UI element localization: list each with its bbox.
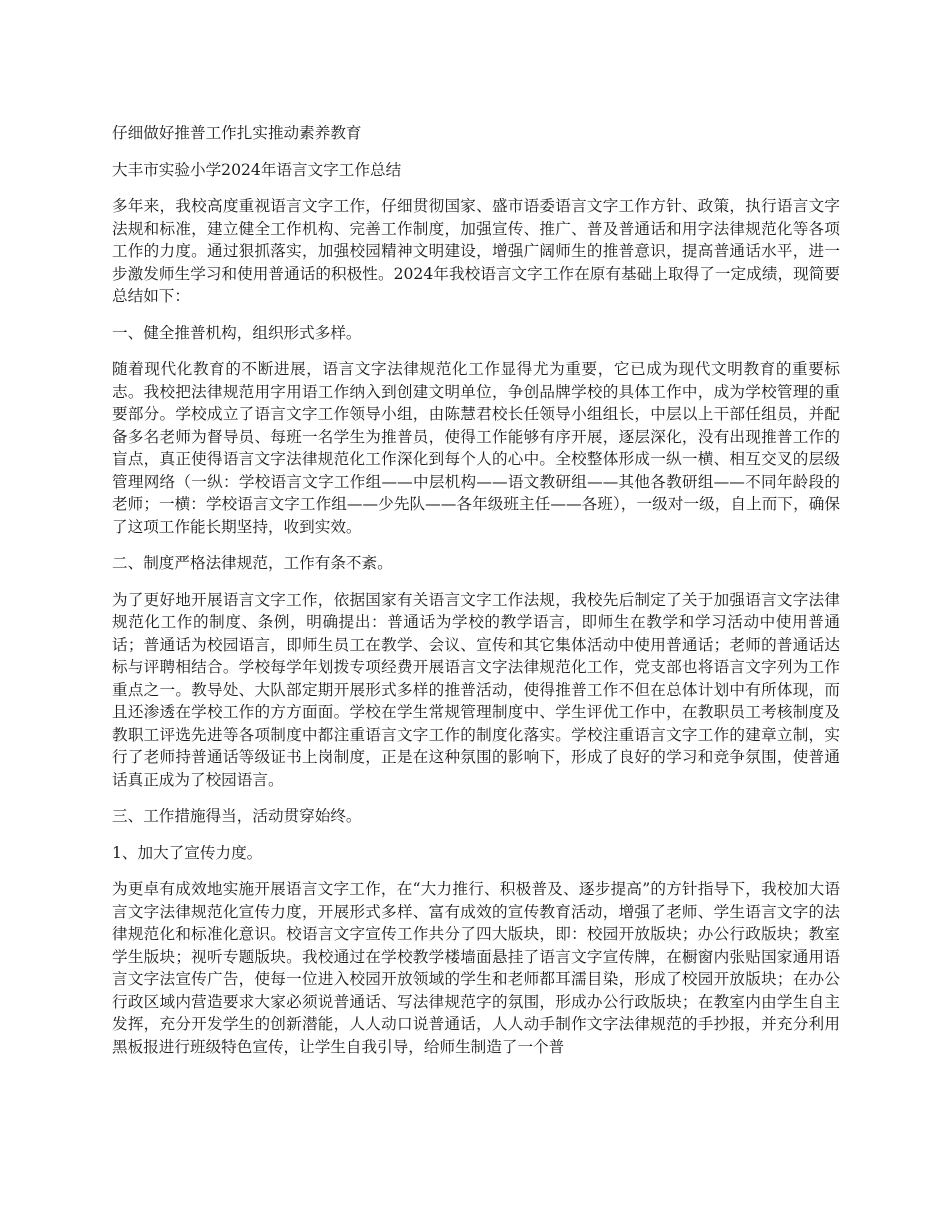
document-page <box>112 122 840 1072</box>
paragraph-intro: 多年来，我校高度重视语言文字工作，仔细贯彻国家、盛市语委语言文字工作方针、政策，执行语言文字法规和标准，建立健全工作机构、完善工作制度，加强宣传、推广、普及普通话和用字法律规范化等各项工作的力度。通过狠抓落实，加强校园精神文明建设，增强广阔师生的推普意识，提高普通话水平，进一步激发师生学习和使用普通话的积极性。2024年我校语言文字工作在原有基础上取得了一定成绩，现简要总结如下： <box>112 197 840 305</box>
section-heading-1: 一、健全推普机构，组织形式多样。 <box>112 323 362 342</box>
paragraph-section-3-1: 为更卓有成效地实施开展语言文字工作，在“大力推行、积极普及、逐步提高”的方针指导下，我校加大语言文字法律规范化宣传力度，开展形式多样、富有成效的宣传教育活动，增强了老师、学生语言文字的法律规范化和标准化意识。校语言文字宣传工作共分了四大版块，即：校园开放版块；办公行政版块；教室学生版块；视听专题版块。我校通过在学校教学楼墙面悬挂了语言文字宣传牌，在橱窗内张贴国家通用语言文字法宣传广告，使每一位进入校园开放领域的学生和老师都耳濡目染，形成了校园开放版块；在办公行政区域内营造要求大家必须说普通话、写法律规范字的氛围，形成办公行政版块；在教室内由学生自主发挥，充分开发学生的创新潜能，人人动口说普通话，人人动手制作文字法律规范的手抄报，并充分利用黑板报进行班级特色宣传，让学生自我引导，给师生制造了一个普 <box>112 880 840 1056</box>
paragraph-section-2: 为了更好地开展语言文字工作，依据国家有关语言文字工作法规，我校先后制定了关于加强语言文字法律规范化工作的制度、条例，明确提出：普通话为学校的教学语言，即师生在教学和学习活动中使用普通话；普通话为校园语言，即师生员工在教学、会议、宣传和其它集体活动中使用普通话；老师的普通话达标与评聘相结合。学校每学年划拨专项经费开展语言文字法律规范化工作，党支部也将语言文字列为工作重点之一。教导处、大队部定期开展形式多样的推普活动，使得推普工作不但在总体计划中有所体现，而且还渗透在学校工作的方方面面。学校在学生常规管理制度中、学生评优工作中，在教职员工考核制度及教职工评选先进等各项制度中都注重语言文字工作的制度化落实。学校注重语言文字工作的建章立制，实行了老师持普通话等级证书上岗制度，正是在这种氛围的影响下，形成了良好的学习和竞争氛围，使普通话真正成为了校园语言。 <box>112 590 840 789</box>
paragraph-section-1: 随着现代化教育的不断进展，语言文字法律规范化工作显得尤为重要，它已成为现代文明教育的重要标志。我校把法律规范用字用语工作纳入到创建文明单位，争创品牌学校的具体工作中，成为学校管理的重要部分。学校成立了语言文字工作领导小组，由陈慧君校长任领导小组组长，中层以上干部任组员，并配备多名老师为督导员、每班一名学生为推普员，使得工作能够有序开展，逐层深化，没有出现推普工作的盲点，真正使得语言文字法律规范化工作深化到每个人的心中。全校整体形成一纵一横、相互交叉的层级管理网络（一纵：学校语言文字工作组——中层机构——语文教研组——其他各教研组——不同年龄段的老师；一横：学校语言文字工作组——少先队——各年级班主任——各班），一级对一级，自上而下，确保了这项工作能长期坚持，收到实效。 <box>112 360 840 536</box>
document-title: 仔细做好推普工作扎实推动素养教育 <box>112 124 362 142</box>
section-heading-2: 二、制度严格法律规范，工作有条不紊。 <box>112 554 393 572</box>
subsection-heading-3-1: 1、加大了宣传力度。 <box>112 843 263 862</box>
section-heading-3: 三、工作措施得当，活动贯穿始终。 <box>112 807 362 825</box>
document-subtitle: 大丰市实验小学2024年语言文字工作总结 <box>112 160 402 179</box>
